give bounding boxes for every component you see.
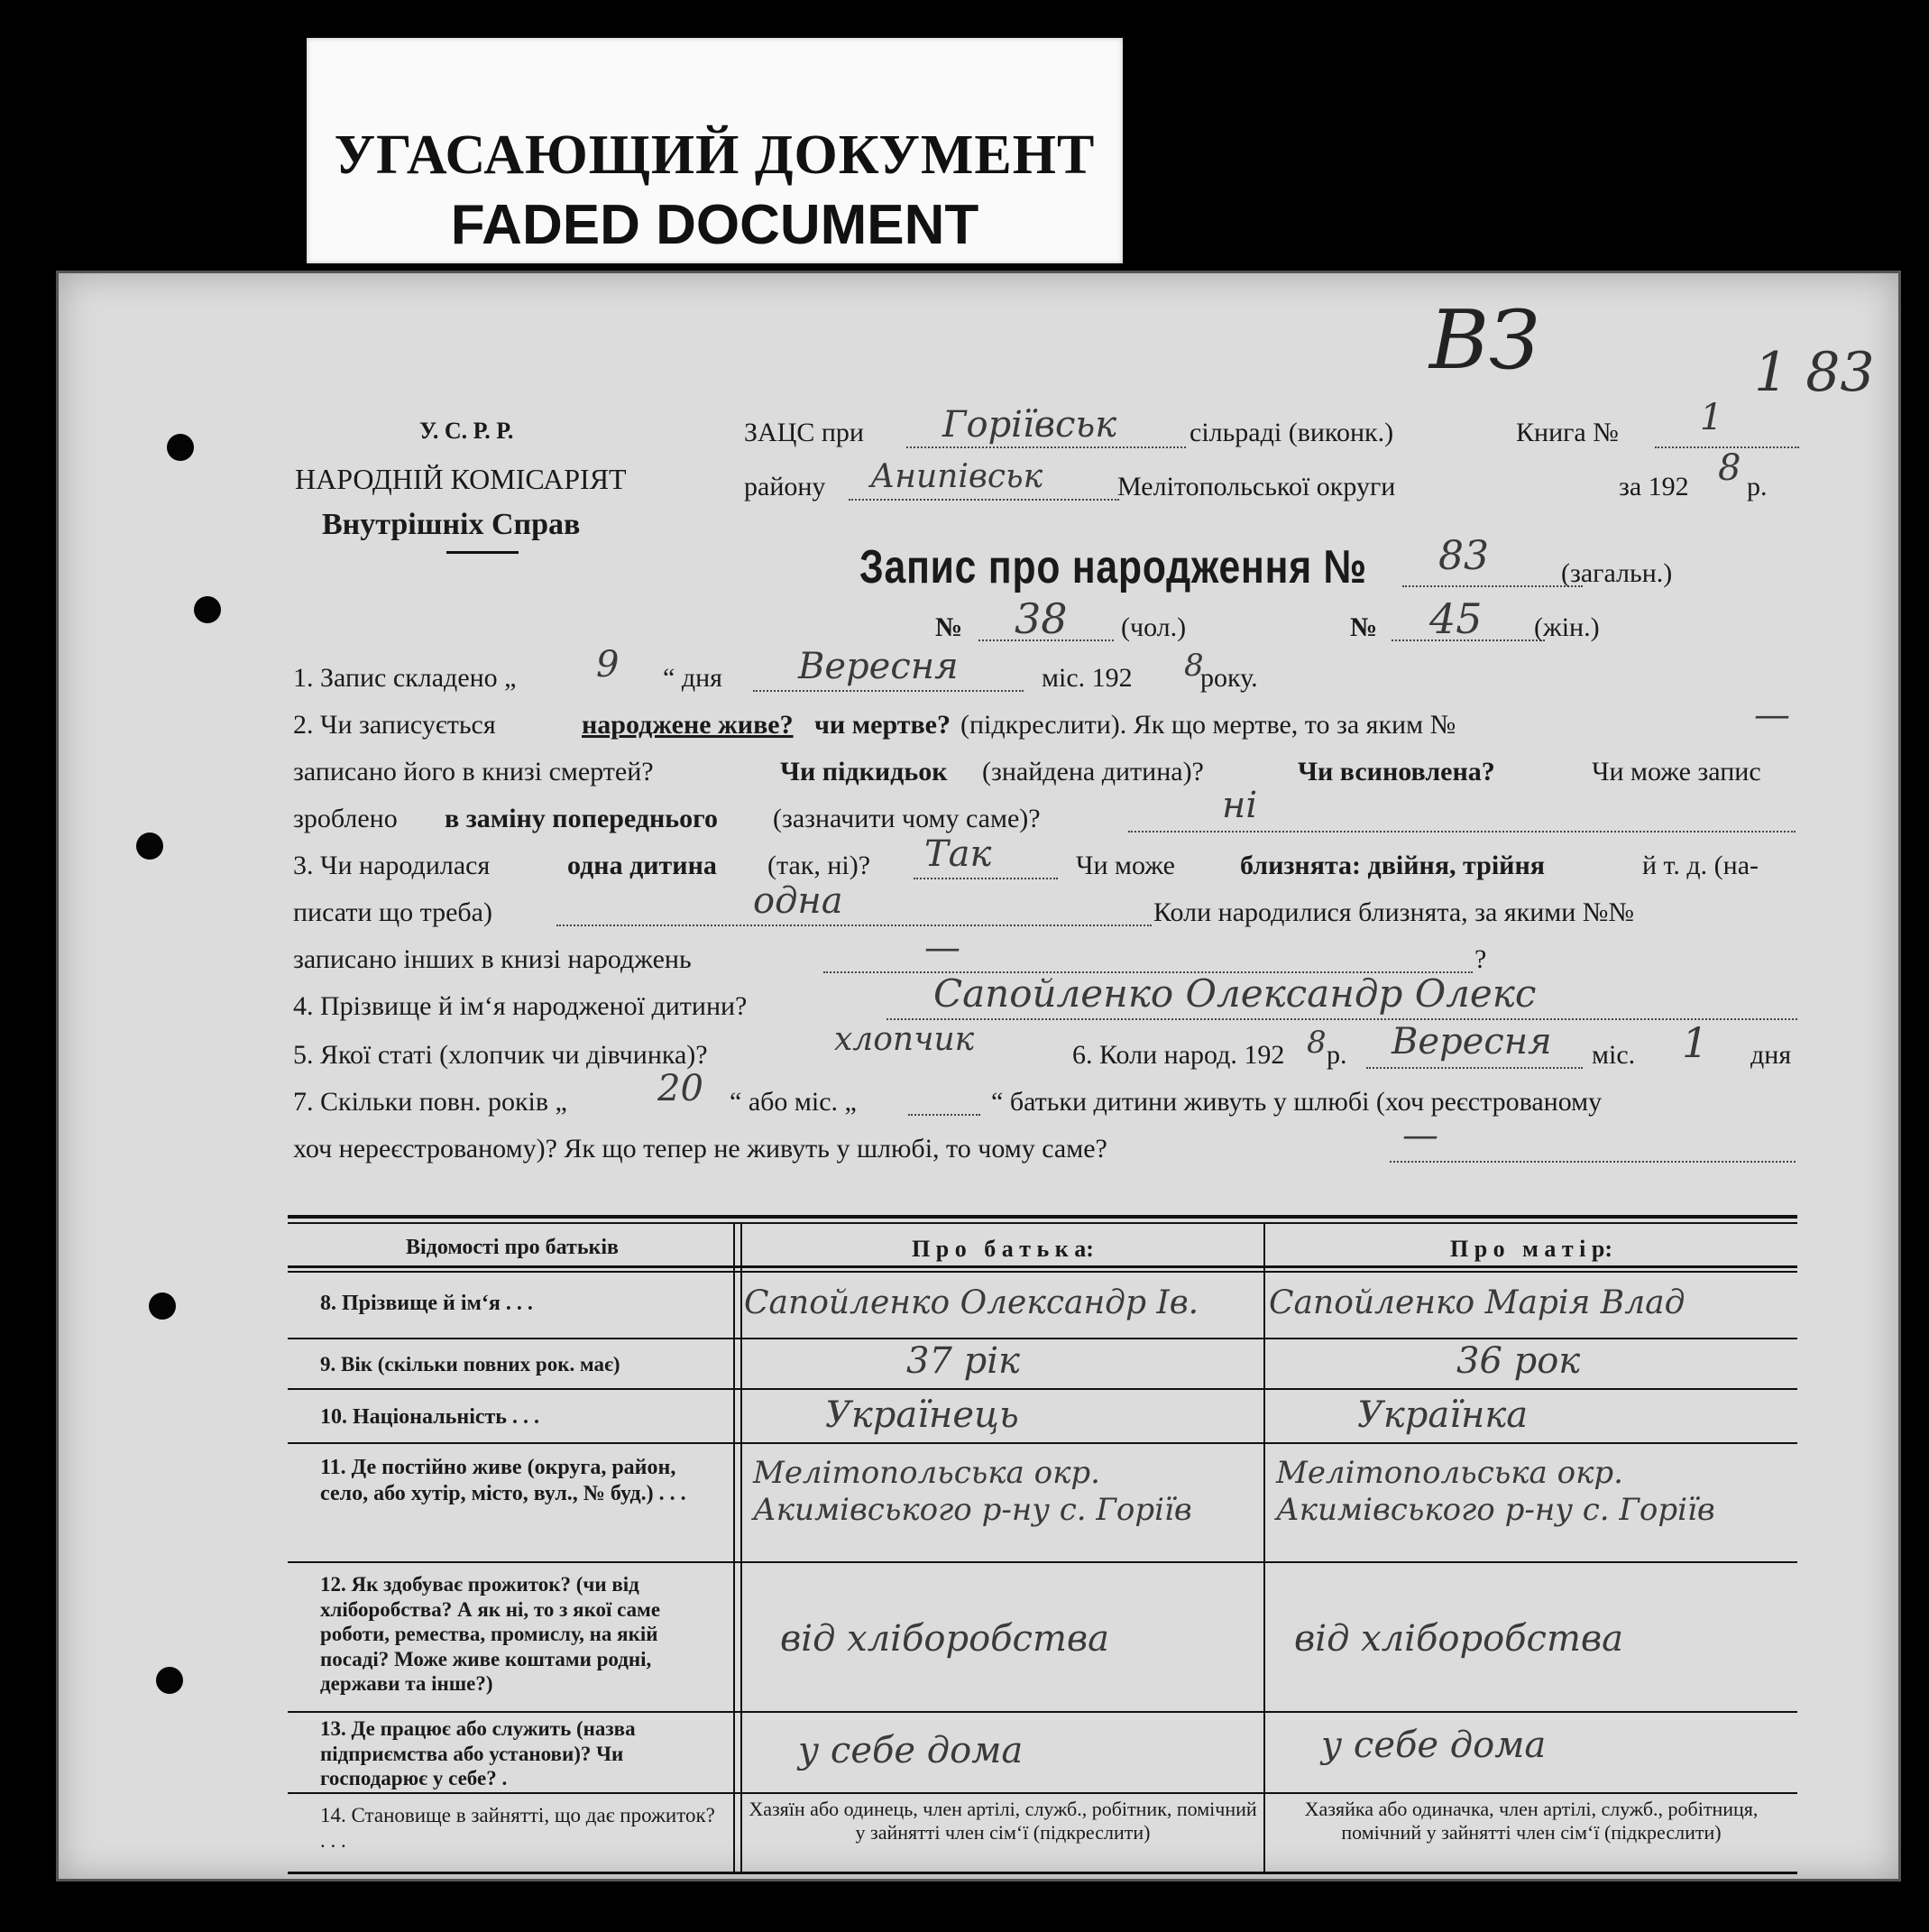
q7-years: 20 — [657, 1068, 703, 1109]
q6-text: 6. Коли народ. 192 — [1072, 1040, 1285, 1070]
header-internal-affairs: Внутрішніх Справ — [322, 508, 581, 541]
row-father-value: Українець — [825, 1394, 1019, 1436]
binding-hole — [167, 434, 194, 461]
q2-l2e: Чи може запис — [1592, 757, 1761, 787]
q3-l1f: й т. д. (на- — [1642, 851, 1759, 880]
q2-l2c: (знайдена дитина)? — [982, 757, 1204, 787]
district-value: Анипівськ — [870, 458, 1043, 495]
table-top-rule — [288, 1215, 1797, 1219]
row-father-value: Сапойленко Олександр Ів. — [744, 1284, 1199, 1321]
row-father-value: у себе дома — [798, 1730, 1024, 1771]
q3-l3b: ? — [1474, 944, 1487, 974]
q3-l1e: близнята: двійня, трійня — [1240, 851, 1545, 880]
q6-text-c: міс. — [1592, 1040, 1636, 1070]
birth-record-sheet — [56, 271, 1901, 1881]
q2-l3-value: ні — [1222, 785, 1258, 826]
female-label: (жін.) — [1534, 612, 1600, 642]
row-mother-value: 36 рок — [1456, 1340, 1581, 1382]
q2-l1b: народжене живе? — [582, 710, 794, 740]
q2-l2b: Чи підкидьок — [780, 757, 948, 787]
corner-mark: ВЗ — [1429, 293, 1540, 388]
male-label: (чол.) — [1121, 612, 1187, 642]
q6-text-d: дня — [1750, 1040, 1792, 1070]
book-value: 1 — [1700, 397, 1723, 438]
q2-l1d: (підкреслити). Як що мертве, то за яким № — [960, 710, 1456, 740]
label-english: FADED DOCUMENT — [450, 194, 979, 256]
table-bottom-rule — [288, 1872, 1797, 1874]
q1-text-c: міс. 192 — [1042, 663, 1133, 693]
table-head-rule — [288, 1265, 1797, 1268]
q2-l3b: в заміну попереднього — [445, 804, 719, 833]
year-prefix: за 192 — [1619, 472, 1689, 501]
zags-value: Горіївськ — [942, 404, 1117, 446]
q7-l2-value: — — [1402, 1115, 1438, 1156]
row-label: 11. Де постійно живе (округа, район, село, або хутір, місто, вул., № буд.) . . . — [320, 1456, 686, 1505]
row-mother-value: Українка — [1357, 1394, 1529, 1436]
q5-text: 5. Якої статі (хлопчик чи дівчинка)? — [293, 1040, 708, 1070]
district-prefix: району — [744, 472, 826, 501]
q7-l1b: “ або міс. „ — [730, 1087, 857, 1117]
label-russian: УГАСАЮЩИЙ ДОКУМЕНТ — [334, 124, 1096, 186]
binding-hole — [136, 833, 163, 860]
record-title: Запис про народження № — [859, 541, 1367, 593]
row-mother-value: Сапойленко Марія Влад — [1269, 1284, 1686, 1321]
row-label: 10. Національність . . . — [320, 1405, 539, 1429]
book-label: Книга № — [1516, 418, 1619, 447]
row-label: 9. Вік (скільки повних рок. має) — [320, 1353, 620, 1375]
header-rule — [446, 551, 519, 554]
q1-month: Вересня — [798, 646, 959, 687]
q3-l2a: писати що треба) — [293, 897, 492, 927]
header-ussr: У. С. Р. Р. — [419, 418, 514, 444]
q6-day: 1 — [1682, 1018, 1709, 1067]
binding-hole — [156, 1667, 183, 1694]
q4-text: 4. Прізвище й ім‘я народженої дитини? — [293, 991, 748, 1021]
q7-l2a: хоч нереєстрованому)? Як що тепер не живуть у шлюбі, то чому саме? — [293, 1134, 1107, 1164]
row-father-value: Мелітопольська окр. Акимівського р-ну с. Горіїв — [753, 1455, 1192, 1528]
q7-l1a: 7. Скільки повн. років „ — [293, 1087, 567, 1117]
table-head-info: Відомості про батьків — [406, 1236, 619, 1259]
row-label: 8. Прізвище й ім‘я . . . — [320, 1292, 533, 1315]
female-no-label: № — [1350, 612, 1378, 642]
q6-text-b: р. — [1327, 1040, 1347, 1070]
q3-l2b: Коли народилися близнята, за якими №№ — [1153, 897, 1635, 927]
q2-l1c: чи мертве? — [814, 710, 951, 740]
record-number-female: 45 — [1429, 594, 1483, 643]
q2-l2a: записано його в книзі смертей? — [293, 757, 654, 787]
record-number-male: 38 — [1015, 594, 1068, 643]
q2-l3a: зроблено — [293, 804, 398, 833]
q2-l1-value: — — [1754, 695, 1790, 736]
row-label: 14. Становище в зайнятті, що дає прожиток? . . . — [320, 1804, 715, 1852]
q3-l2-value: одна — [753, 880, 843, 922]
q1-day: 9 — [596, 644, 620, 685]
row-father-value: від хліборобства — [780, 1618, 1110, 1660]
q1-text-a: 1. Запис складено „ — [293, 663, 517, 693]
q3-l3-value: — — [924, 927, 960, 969]
q3-l1b: одна дитина — [567, 851, 717, 880]
q4-value: Сапойленко Олександр Олекс — [933, 971, 1537, 1016]
q1-text-b: “ дня — [663, 663, 722, 693]
binding-hole — [194, 596, 221, 623]
q1-text-d: року. — [1200, 663, 1258, 693]
row-label: 13. Де працює або служить (назва підприємства або установи)? Чи господарює у себе? . — [320, 1717, 636, 1790]
table-head-father: П р о б а т ь к а: — [912, 1236, 1094, 1262]
record-total-label: (загальн.) — [1561, 558, 1673, 588]
year-suffix: р. — [1747, 472, 1768, 501]
corner-number: 1 83 — [1754, 341, 1875, 404]
row-label: 12. Як здобуває прожиток? (чи від хліборобства? А як ні, то з якої саме роботи, ремества, промислу, на якій посаді? Може живе коштами родні, держави та інше?) — [320, 1573, 661, 1696]
q7-l1c: “ батьки дитини живуть у шлюбі (хоч реєстрованому — [991, 1087, 1603, 1117]
q6-year: 8 — [1307, 1025, 1327, 1061]
q3-l3a: записано інших в книзі народжень — [293, 944, 692, 974]
zags-suffix: сільраді (виконк.) — [1190, 418, 1394, 447]
q3-l1-value: Так — [924, 833, 992, 875]
row-mother-value: Мелітопольська окр. Акимівського р-ну с. Горіїв — [1276, 1455, 1715, 1528]
row-father-value: Хазяїн або одинець, член артілі, служб., робітник, помічний у зайнятті член сім‘ї (підкреслити) — [749, 1798, 1257, 1845]
zags-prefix: ЗАЦС при — [744, 418, 864, 447]
binding-hole — [149, 1293, 176, 1320]
q1-year: 8 — [1184, 648, 1204, 684]
q2-l3c: (зазначити чому саме)? — [773, 804, 1041, 833]
record-number-total: 83 — [1438, 533, 1489, 579]
row-mother-value: від хліборобства — [1294, 1618, 1624, 1660]
faded-document-label — [307, 38, 1123, 263]
q3-l1a: 3. Чи народилася — [293, 851, 491, 880]
row-father-value: 37 рік — [906, 1340, 1020, 1382]
row-mother-value: у себе дома — [1321, 1725, 1547, 1766]
male-no-label: № — [935, 612, 963, 642]
q2-l1a: 2. Чи записується — [293, 710, 496, 740]
row-mother-value: Хазяйка або одиначка, член артілі, служб., робітниця, помічний у зайнятті член сім‘ї (підкреслити) — [1304, 1798, 1759, 1845]
year-value: 8 — [1718, 447, 1741, 489]
header-commissariat: НАРОДНІЙ КОМІСАРІЯТ — [295, 463, 627, 495]
q5-value: хлопчик — [834, 1021, 975, 1058]
q3-l1d: Чи може — [1076, 851, 1175, 880]
district-suffix: Мелітопольської округи — [1117, 472, 1396, 501]
q3-l1c: (так, ні)? — [767, 851, 871, 880]
q6-month: Вересня — [1392, 1021, 1552, 1063]
q2-l2d: Чи всиновлена? — [1298, 757, 1495, 787]
table-head-mother: П р о м а т і р: — [1449, 1236, 1612, 1262]
